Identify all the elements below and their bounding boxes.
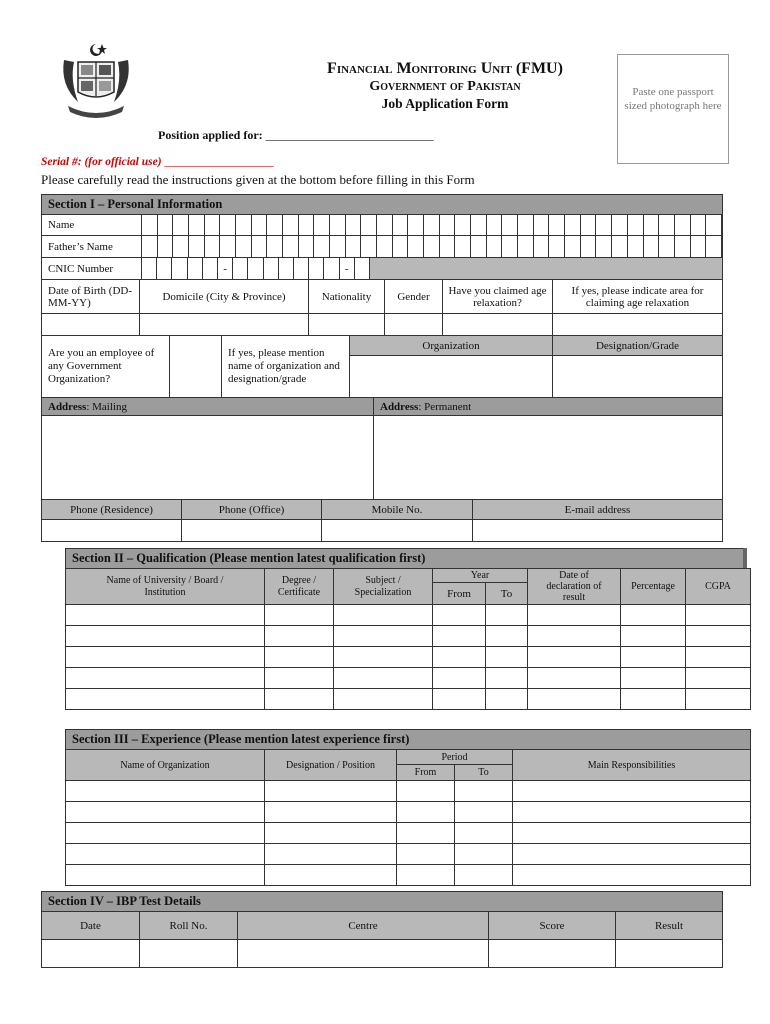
col-year: Year [433, 569, 528, 583]
table-cell-input[interactable] [621, 689, 686, 710]
mention-label-text: If yes, please mention name of organization and designation/grade [228, 347, 340, 385]
employee-answer-input[interactable] [170, 336, 222, 398]
table-cell-input[interactable] [621, 668, 686, 689]
char-box[interactable] [628, 215, 644, 235]
char-box[interactable] [252, 236, 268, 257]
char-box[interactable] [205, 236, 221, 257]
char-box[interactable] [355, 258, 370, 279]
cnic-row [42, 258, 723, 280]
char-box[interactable] [628, 236, 644, 257]
char-box[interactable] [267, 215, 283, 235]
table-cell-input[interactable] [265, 844, 397, 865]
char-box[interactable] [408, 236, 424, 257]
table-cell-input[interactable] [486, 647, 528, 668]
char-box[interactable] [158, 215, 174, 235]
char-box[interactable] [393, 236, 409, 257]
table-cell-input[interactable] [265, 668, 334, 689]
char-box[interactable] [518, 215, 534, 235]
char-box[interactable]: - [340, 258, 355, 279]
char-box[interactable] [659, 236, 675, 257]
table-cell-input[interactable] [334, 647, 433, 668]
qualification-row [66, 605, 751, 626]
table-cell-input[interactable] [66, 605, 265, 626]
char-box[interactable] [581, 236, 597, 257]
col-result: Result [616, 912, 723, 940]
form-title-org: Financial Monitoring Unit (FMU) [327, 60, 563, 77]
table-cell-input[interactable] [397, 802, 455, 823]
table-cell-input[interactable] [433, 626, 486, 647]
table-cell-input[interactable] [66, 823, 265, 844]
col-date: Date [42, 912, 140, 940]
col-responsibilities: Main Responsibilities [513, 750, 751, 781]
table-cell-input[interactable] [397, 823, 455, 844]
father-row [42, 236, 723, 258]
dob-label: Date of Birth (DD-MM-YY) [42, 280, 140, 314]
experience-row [66, 844, 751, 865]
phone-residence-label: Phone (Residence) [42, 500, 182, 520]
char-box[interactable] [172, 258, 187, 279]
experience-table [65, 749, 751, 886]
domicile-label: Domicile (City & Province) [140, 280, 309, 314]
char-box[interactable] [612, 215, 628, 235]
table-cell-input[interactable] [455, 865, 513, 886]
cnic-shaded-area [370, 258, 722, 279]
char-box[interactable] [393, 215, 409, 235]
father-label: Father’s Name [42, 236, 142, 258]
table-cell-input[interactable] [66, 802, 265, 823]
qualification-row [66, 647, 751, 668]
char-box[interactable] [283, 215, 299, 235]
table-cell-input[interactable] [486, 605, 528, 626]
father-char-boxes[interactable] [142, 236, 723, 258]
col-declaration: Date of declaration of result [528, 569, 621, 605]
char-box[interactable] [173, 215, 189, 235]
char-box[interactable] [158, 236, 174, 257]
age-relaxation-label: Have you claimed age relaxation? [443, 280, 553, 314]
name-label: Name [42, 215, 142, 236]
table-cell-input[interactable] [486, 689, 528, 710]
char-box[interactable] [220, 215, 236, 235]
table-cell-input[interactable] [528, 668, 621, 689]
table-cell-input[interactable] [265, 865, 397, 886]
section1-title: Section I – Personal Information [42, 195, 723, 215]
table-cell-input[interactable] [66, 626, 265, 647]
char-box[interactable] [706, 236, 722, 257]
char-box[interactable] [267, 236, 283, 257]
char-box[interactable] [518, 236, 534, 257]
table-cell-input[interactable] [686, 647, 751, 668]
employee-question: Are you an employee of any Government Organization? [42, 336, 170, 398]
gender-input[interactable] [385, 314, 443, 336]
table-cell-input[interactable] [621, 626, 686, 647]
char-box[interactable] [361, 215, 377, 235]
char-box[interactable] [534, 236, 550, 257]
designation-header: Designation/Grade [553, 336, 723, 356]
char-box[interactable] [424, 215, 440, 235]
ibp-result-input[interactable] [616, 940, 723, 968]
instructions-note: Please carefully read the instructions given at the bottom before filling in this Form [41, 172, 475, 187]
char-box[interactable] [675, 236, 691, 257]
col-degree: Degree / Certificate [265, 569, 334, 605]
experience-row [66, 781, 751, 802]
char-box[interactable] [644, 215, 660, 235]
char-box[interactable] [188, 258, 203, 279]
char-box[interactable] [706, 215, 722, 235]
char-box[interactable] [189, 236, 205, 257]
col-roll: Roll No. [140, 912, 238, 940]
char-box[interactable] [346, 215, 362, 235]
col-score: Score [489, 912, 616, 940]
char-box[interactable] [502, 215, 518, 235]
col-subject: Subject / Specialization [334, 569, 433, 605]
char-box[interactable] [471, 236, 487, 257]
section4-title: Section IV – IBP Test Details [42, 892, 723, 912]
form-title: Job Application Form [381, 96, 509, 111]
table-cell-input[interactable] [455, 802, 513, 823]
char-box[interactable] [408, 215, 424, 235]
char-box[interactable] [142, 236, 158, 257]
table-cell-input[interactable] [528, 605, 621, 626]
table-cell-input[interactable] [334, 668, 433, 689]
char-box[interactable] [596, 236, 612, 257]
table-cell-input[interactable] [686, 668, 751, 689]
col-centre: Centre [238, 912, 489, 940]
col-cgpa: CGPA [686, 569, 751, 605]
position-field[interactable]: ____________________________ [265, 128, 434, 142]
char-box[interactable] [455, 215, 471, 235]
char-box[interactable] [314, 236, 330, 257]
table-cell-input[interactable] [433, 689, 486, 710]
organization-header: Organization [350, 336, 553, 356]
col-organization: Name of Organization [66, 750, 265, 781]
char-box[interactable] [324, 258, 339, 279]
table-cell-input[interactable] [686, 689, 751, 710]
char-box[interactable] [299, 236, 315, 257]
char-box[interactable] [173, 236, 189, 257]
table-cell-input[interactable] [513, 802, 751, 823]
table-cell-input[interactable] [66, 844, 265, 865]
dob-input[interactable] [42, 314, 140, 336]
char-box[interactable] [691, 215, 707, 235]
table-cell-input[interactable] [621, 647, 686, 668]
char-box[interactable] [264, 258, 279, 279]
char-box[interactable] [424, 236, 440, 257]
permanent-address-label-bold: Address [380, 400, 419, 413]
table-cell-input[interactable] [265, 781, 397, 802]
qualification-table [65, 568, 751, 710]
col-period-to: To [455, 765, 513, 781]
table-cell-input[interactable] [528, 689, 621, 710]
char-box[interactable] [549, 236, 565, 257]
char-box[interactable] [377, 215, 393, 235]
qualification-row [66, 668, 751, 689]
table-cell-input[interactable] [66, 781, 265, 802]
char-box[interactable] [220, 236, 236, 257]
section1-table [41, 194, 723, 215]
char-box[interactable] [581, 215, 597, 235]
table-cell-input[interactable] [265, 823, 397, 844]
char-box[interactable] [596, 215, 612, 235]
table-cell-input[interactable] [433, 668, 486, 689]
col-year-from: From [433, 583, 486, 605]
gender-label: Gender [385, 280, 443, 314]
mention-label [222, 336, 350, 398]
char-box[interactable] [502, 236, 518, 257]
char-box[interactable] [549, 215, 565, 235]
name-row [42, 215, 723, 236]
mobile-input[interactable] [322, 520, 473, 542]
char-box[interactable] [565, 236, 581, 257]
table-cell-input[interactable] [265, 802, 397, 823]
table-cell-input[interactable] [66, 689, 265, 710]
table-cell-input[interactable] [513, 823, 751, 844]
ibp-roll-input[interactable] [140, 940, 238, 968]
experience-row [66, 823, 751, 844]
table-cell-input[interactable] [686, 626, 751, 647]
position-label: Position applied for: [158, 128, 263, 142]
table-cell-input[interactable] [513, 865, 751, 886]
char-box[interactable] [534, 215, 550, 235]
table-cell-input[interactable] [455, 781, 513, 802]
cnic-label: CNIC Number [42, 258, 142, 280]
char-box[interactable] [314, 215, 330, 235]
char-box[interactable] [361, 236, 377, 257]
email-input[interactable] [473, 520, 723, 542]
table-cell-input[interactable] [486, 668, 528, 689]
table-cell-input[interactable] [433, 605, 486, 626]
char-box[interactable] [377, 236, 393, 257]
char-box[interactable] [189, 215, 205, 235]
ibp-date-input[interactable] [42, 940, 140, 968]
table-cell-input[interactable] [486, 626, 528, 647]
table-cell-input[interactable] [455, 844, 513, 865]
ibp-test-table [41, 911, 723, 968]
table-cell-input[interactable] [66, 647, 265, 668]
char-box[interactable] [644, 236, 660, 257]
table-cell-input[interactable] [66, 668, 265, 689]
char-box[interactable] [236, 215, 252, 235]
permanent-address-label: : Permanent [418, 400, 472, 413]
table-cell-input[interactable] [528, 647, 621, 668]
table-cell-input[interactable] [686, 605, 751, 626]
experience-row [66, 802, 751, 823]
table-cell-input[interactable] [455, 823, 513, 844]
serial-label: Serial #: (for official use) [41, 156, 162, 168]
domicile-input[interactable] [140, 314, 309, 336]
ibp-score-input[interactable] [489, 940, 616, 968]
char-box[interactable] [471, 215, 487, 235]
table-cell-input[interactable] [265, 605, 334, 626]
char-box[interactable] [659, 215, 675, 235]
table-cell-input[interactable] [397, 781, 455, 802]
table-cell-input[interactable] [513, 781, 751, 802]
char-box[interactable] [142, 215, 158, 235]
char-box[interactable] [203, 258, 218, 279]
qualification-row [66, 626, 751, 647]
table-cell-input[interactable] [66, 865, 265, 886]
permanent-address-input[interactable] [374, 416, 723, 500]
char-box[interactable] [330, 215, 346, 235]
mailing-address-label-bold: Address [48, 400, 87, 413]
mailing-address-label: : Mailing [86, 400, 127, 413]
char-box[interactable] [294, 258, 309, 279]
ibp-test-row [42, 940, 723, 968]
col-designation: Designation / Position [265, 750, 397, 781]
col-period-from: From [397, 765, 455, 781]
char-box[interactable] [299, 215, 315, 235]
serial-field[interactable]: ___________________ [164, 156, 274, 168]
photo-box[interactable] [617, 54, 729, 164]
char-box[interactable] [612, 236, 628, 257]
nationality-input[interactable] [309, 314, 385, 336]
state-emblem-icon [56, 40, 136, 122]
table-cell-input[interactable] [621, 605, 686, 626]
cnic-char-boxes[interactable] [142, 258, 370, 279]
table-cell-input[interactable] [334, 605, 433, 626]
char-box[interactable] [252, 215, 268, 235]
char-box[interactable] [233, 258, 248, 279]
table-cell-input[interactable] [513, 844, 751, 865]
section3-title: Section III – Experience (Please mention latest experience first) [66, 730, 751, 750]
char-box[interactable] [691, 236, 707, 257]
section2-title: Section II – Qualification (Please mention latest qualification first) [66, 549, 746, 569]
char-box[interactable] [487, 215, 503, 235]
table-cell-input[interactable] [433, 647, 486, 668]
col-year-to: To [486, 583, 528, 605]
nationality-label: Nationality [309, 280, 385, 314]
form-title-govt: Government of Pakistan [369, 79, 521, 94]
table-cell-input[interactable] [265, 689, 334, 710]
char-box[interactable] [248, 258, 263, 279]
char-box[interactable] [279, 258, 294, 279]
experience-row [66, 865, 751, 886]
char-box[interactable] [675, 215, 691, 235]
char-box[interactable] [205, 215, 221, 235]
age-relaxation-input[interactable] [443, 314, 553, 336]
char-box[interactable] [330, 236, 346, 257]
char-box[interactable] [346, 236, 362, 257]
char-box[interactable] [455, 236, 471, 257]
char-box[interactable] [157, 258, 172, 279]
organization-input[interactable] [350, 356, 553, 398]
char-box[interactable] [309, 258, 324, 279]
phone-residence-input[interactable] [42, 520, 182, 542]
char-box[interactable] [440, 215, 456, 235]
relaxation-area-input[interactable] [553, 314, 723, 336]
email-label: E-mail address [473, 500, 723, 520]
qualification-row [66, 689, 751, 710]
char-box[interactable] [440, 236, 456, 257]
designation-input[interactable] [553, 356, 723, 398]
table-cell-input[interactable] [334, 689, 433, 710]
ibp-centre-input[interactable] [238, 940, 489, 968]
table-cell-input[interactable] [397, 865, 455, 886]
char-box[interactable] [236, 236, 252, 257]
char-box[interactable]: - [218, 258, 233, 279]
relaxation-area-label: If yes, please indicate area for claiming age relaxation [553, 280, 723, 314]
table-cell-input[interactable] [397, 844, 455, 865]
col-percentage: Percentage [621, 569, 686, 605]
photo-box-text: Paste one passport sized photograph here [624, 86, 722, 112]
phone-office-label: Phone (Office) [182, 500, 322, 520]
phone-office-input[interactable] [182, 520, 322, 542]
col-university: Name of University / Board / Institution [66, 569, 265, 605]
name-char-boxes[interactable] [142, 215, 723, 236]
table-cell-input[interactable] [265, 626, 334, 647]
col-period: Period [397, 750, 513, 765]
char-box[interactable] [283, 236, 299, 257]
mobile-label: Mobile No. [322, 500, 473, 520]
table-cell-input[interactable] [265, 647, 334, 668]
char-box[interactable] [565, 215, 581, 235]
table-cell-input[interactable] [528, 626, 621, 647]
char-box[interactable] [487, 236, 503, 257]
mailing-address-input[interactable] [42, 416, 374, 500]
char-box[interactable] [142, 258, 157, 279]
table-cell-input[interactable] [334, 626, 433, 647]
